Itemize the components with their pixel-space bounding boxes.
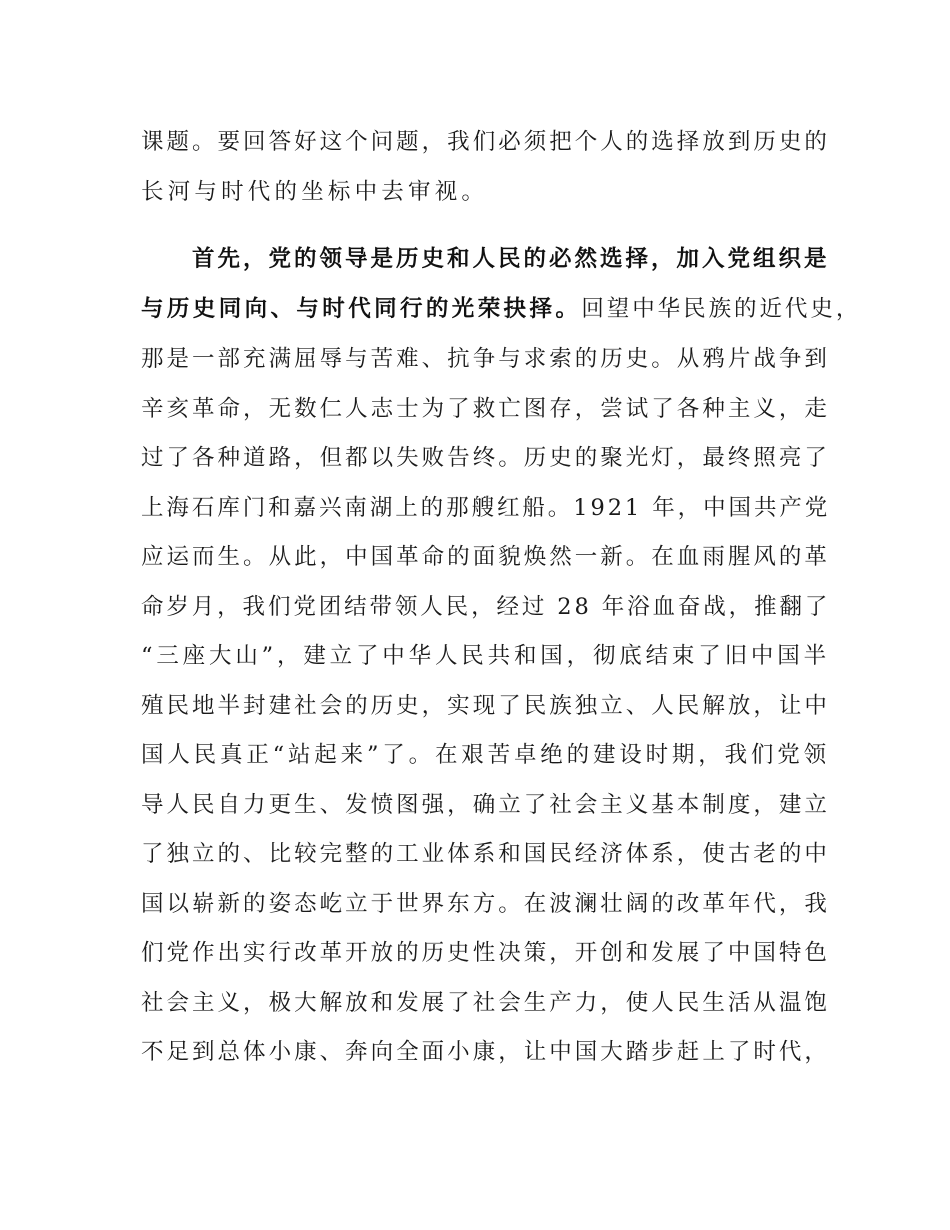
body-line-13: 们党作出实行改革开放的历史性决策，开创和发展了中国特色 xyxy=(141,940,830,966)
bold-heading-line-2: 与历史同向、与时代同行的光荣抉择。 xyxy=(141,296,582,322)
body-line-6: 命岁月，我们党团结带领人民，经过 28 年浴血奋战，推翻了 xyxy=(141,594,831,620)
intro-line-2: 长河与时代的坐标中去审视。 xyxy=(141,179,489,205)
body-line-10: 导人民自力更生、发愤图强，确立了社会主义基本制度，建立 xyxy=(141,792,830,818)
bold-heading-line-1: 首先，党的领导是历史和人民的必然选择，加入党组织是 xyxy=(192,246,830,272)
body-line-11: 了独立的、比较完整的工业体系和国民经济体系，使古老的中 xyxy=(141,841,830,867)
body-line-1: 那是一部充满屈辱与苦难、抗争与求索的历史。从鸦片战争到 xyxy=(141,346,830,372)
mixed-line xyxy=(141,292,861,326)
body-line-8: 殖民地半封建社会的历史，实现了民族独立、人民解放，让中 xyxy=(141,693,830,719)
body-line-5: 应运而生。从此，中国革命的面貌焕然一新。在血雨腥风的革 xyxy=(141,544,830,570)
intro-line-1: 课题。要回答好这个问题，我们必须把个人的选择放到历史的 xyxy=(141,129,830,155)
body-line-7: “三座大山”，建立了中华人民共和国，彻底结束了旧中国半 xyxy=(141,643,830,669)
line-2-rest: 回望中华民族的近代史， xyxy=(581,296,862,322)
body-line-4: 上海石库门和嘉兴南湖上的那艘红船。1921 年，中国共产党 xyxy=(141,495,831,521)
body-line-14: 社会主义，极大解放和发展了社会生产力，使人民生活从温饱 xyxy=(141,990,830,1016)
body-line-2: 辛亥革命，无数仁人志士为了救亡图存，尝试了各种主义，走 xyxy=(141,396,830,422)
body-line-15: 不足到总体小康、奔向全面小康，让中国大踏步赶上了时代， xyxy=(141,1039,830,1065)
body-line-12: 国以崭新的姿态屹立于世界东方。在波澜壮阔的改革年代，我 xyxy=(141,891,830,917)
body-line-9: 国人民真正“站起来”了。在艰苦卓绝的建设时期，我们党领 xyxy=(141,742,830,768)
body-line-3: 过了各种道路，但都以失败告终。历史的聚光灯，最终照亮了 xyxy=(141,445,830,471)
